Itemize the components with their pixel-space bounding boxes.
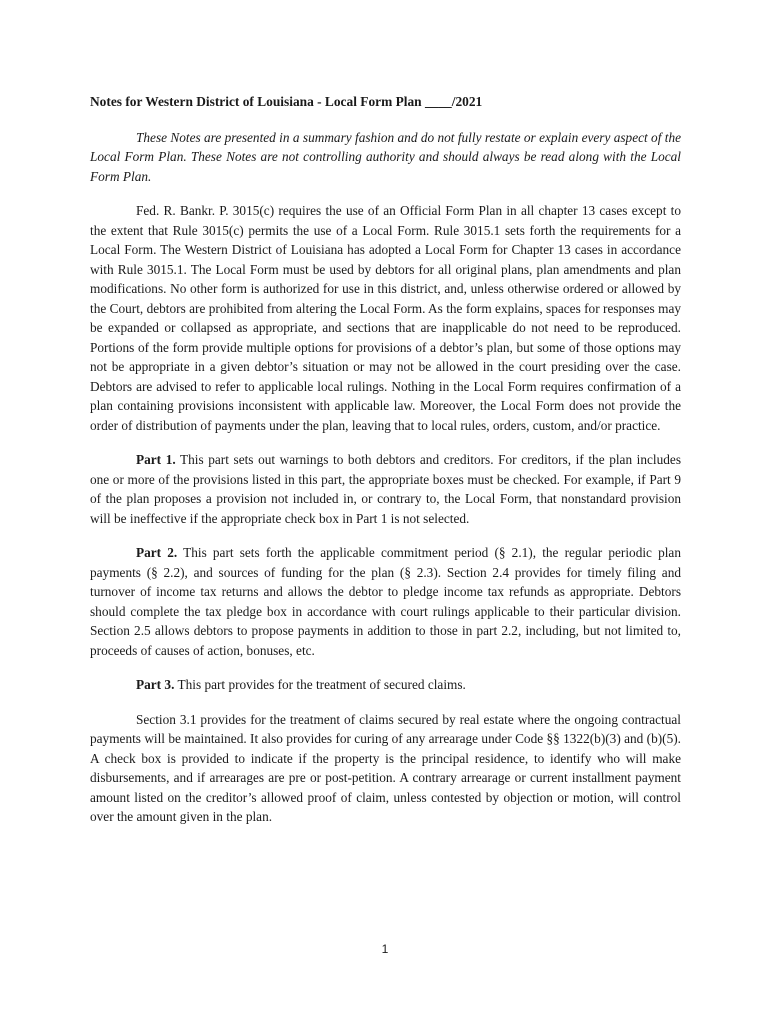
intro-paragraph: These Notes are presented in a summary fashion and do not fully restate or explain every aspect of the Local Form Plan. These Notes are not controlling authority and should always be read along with the Local Form Plan. [90, 129, 681, 184]
page-number: 1 [381, 942, 389, 956]
part3-text: This part provides for the treatment of secured claims. [174, 677, 466, 692]
part2-text: This part sets forth the applicable commitment period (§ 2.1), the regular periodic plan payments (§ 2.2), and sources of funding for the plan (§ 2.3). Section 2.4 provides for timely filing and turnover of income tax returns and allows the debtor to pledge income tax refunds as appropriate. Debtors should complete the tax pledge box in accordance with court rulings applicable to their particular division. Section 2.5 allows debtors to propose payments in addition to those in part 2.2, including, but not limited to, proceeds of causes of action, bonuses, etc. [90, 545, 681, 658]
part1-paragraph [90, 450, 681, 528]
general-rules-paragraph: Fed. R. Bankr. P. 3015(c) requires the use of an Official Form Plan in all chapter 13 cases except to the extent that Rule 3015(c) permits the use of a Local Form. Rule 3015.1 sets forth the requirements for a Local Form. The Western District of Louisiana has adopted a Local Form for Chapter 13 cases in accordance with Rule 3015.1. The Local Form must be used by debtors for all original plans, plan amendments and plan modifications. No other form is authorized for use in this district, and, unless otherwise ordered or allowed by the Court, debtors are prohibited from altering the Local Form. As the form explains, spaces for responses may be expanded or collapsed as appropriate, and sections that are inapplicable do not need to be reproduced. Portions of the form provide multiple options for provisions of a debtor’s plan, but some of those options may not be appropriate in a given debtor’s situation or may not be allowed in the court presiding over the case. Debtors are advised to refer to applicable local rulings. Nothing in the Local Form requires confirmation of a plan containing provisions inconsistent with applicable law. Moreover, the Local Form does not provide the order of distribution of payments under the plan, leaving that to local rules, orders, custom, and/or practice. [90, 203, 681, 433]
part1-heading: Part 1. [136, 452, 176, 467]
section31-paragraph: Section 3.1 provides for the treatment of claims secured by real estate where the ongoing contractual payments will be maintained. It also provides for curing of any arrearage under Code §§ 1322(b)(3) and (b)(5). A check box is provided to indicate if the property is the principal residence, to identify who will make disbursements, and if arrearages are pre or post-petition. A contrary arrearage or current installment payment amount listed on the creditor’s allowed proof of claim, unless contested by objection or motion, will control over the amount given in the plan. [90, 711, 681, 824]
part3-heading: Part 3. [136, 677, 175, 692]
part2-paragraph [90, 543, 681, 660]
part1-text: This part sets out warnings to both debtors and creditors. For creditors, if the plan includes one or more of the provisions listed in this part, the appropriate boxes must be checked. For example, if Part 9 of the plan proposes a provision not included in, or contrary to, the Local Form, that nonstandard provision will be ineffective if the appropriate check box in Part 1 is not selected. [90, 452, 681, 526]
document-title: Notes for Western District of Louisiana - Local Form Plan ____/2021 [90, 94, 483, 109]
part3-paragraph [90, 675, 681, 695]
part2-heading: Part 2. [136, 545, 178, 560]
document-page [90, 92, 681, 842]
